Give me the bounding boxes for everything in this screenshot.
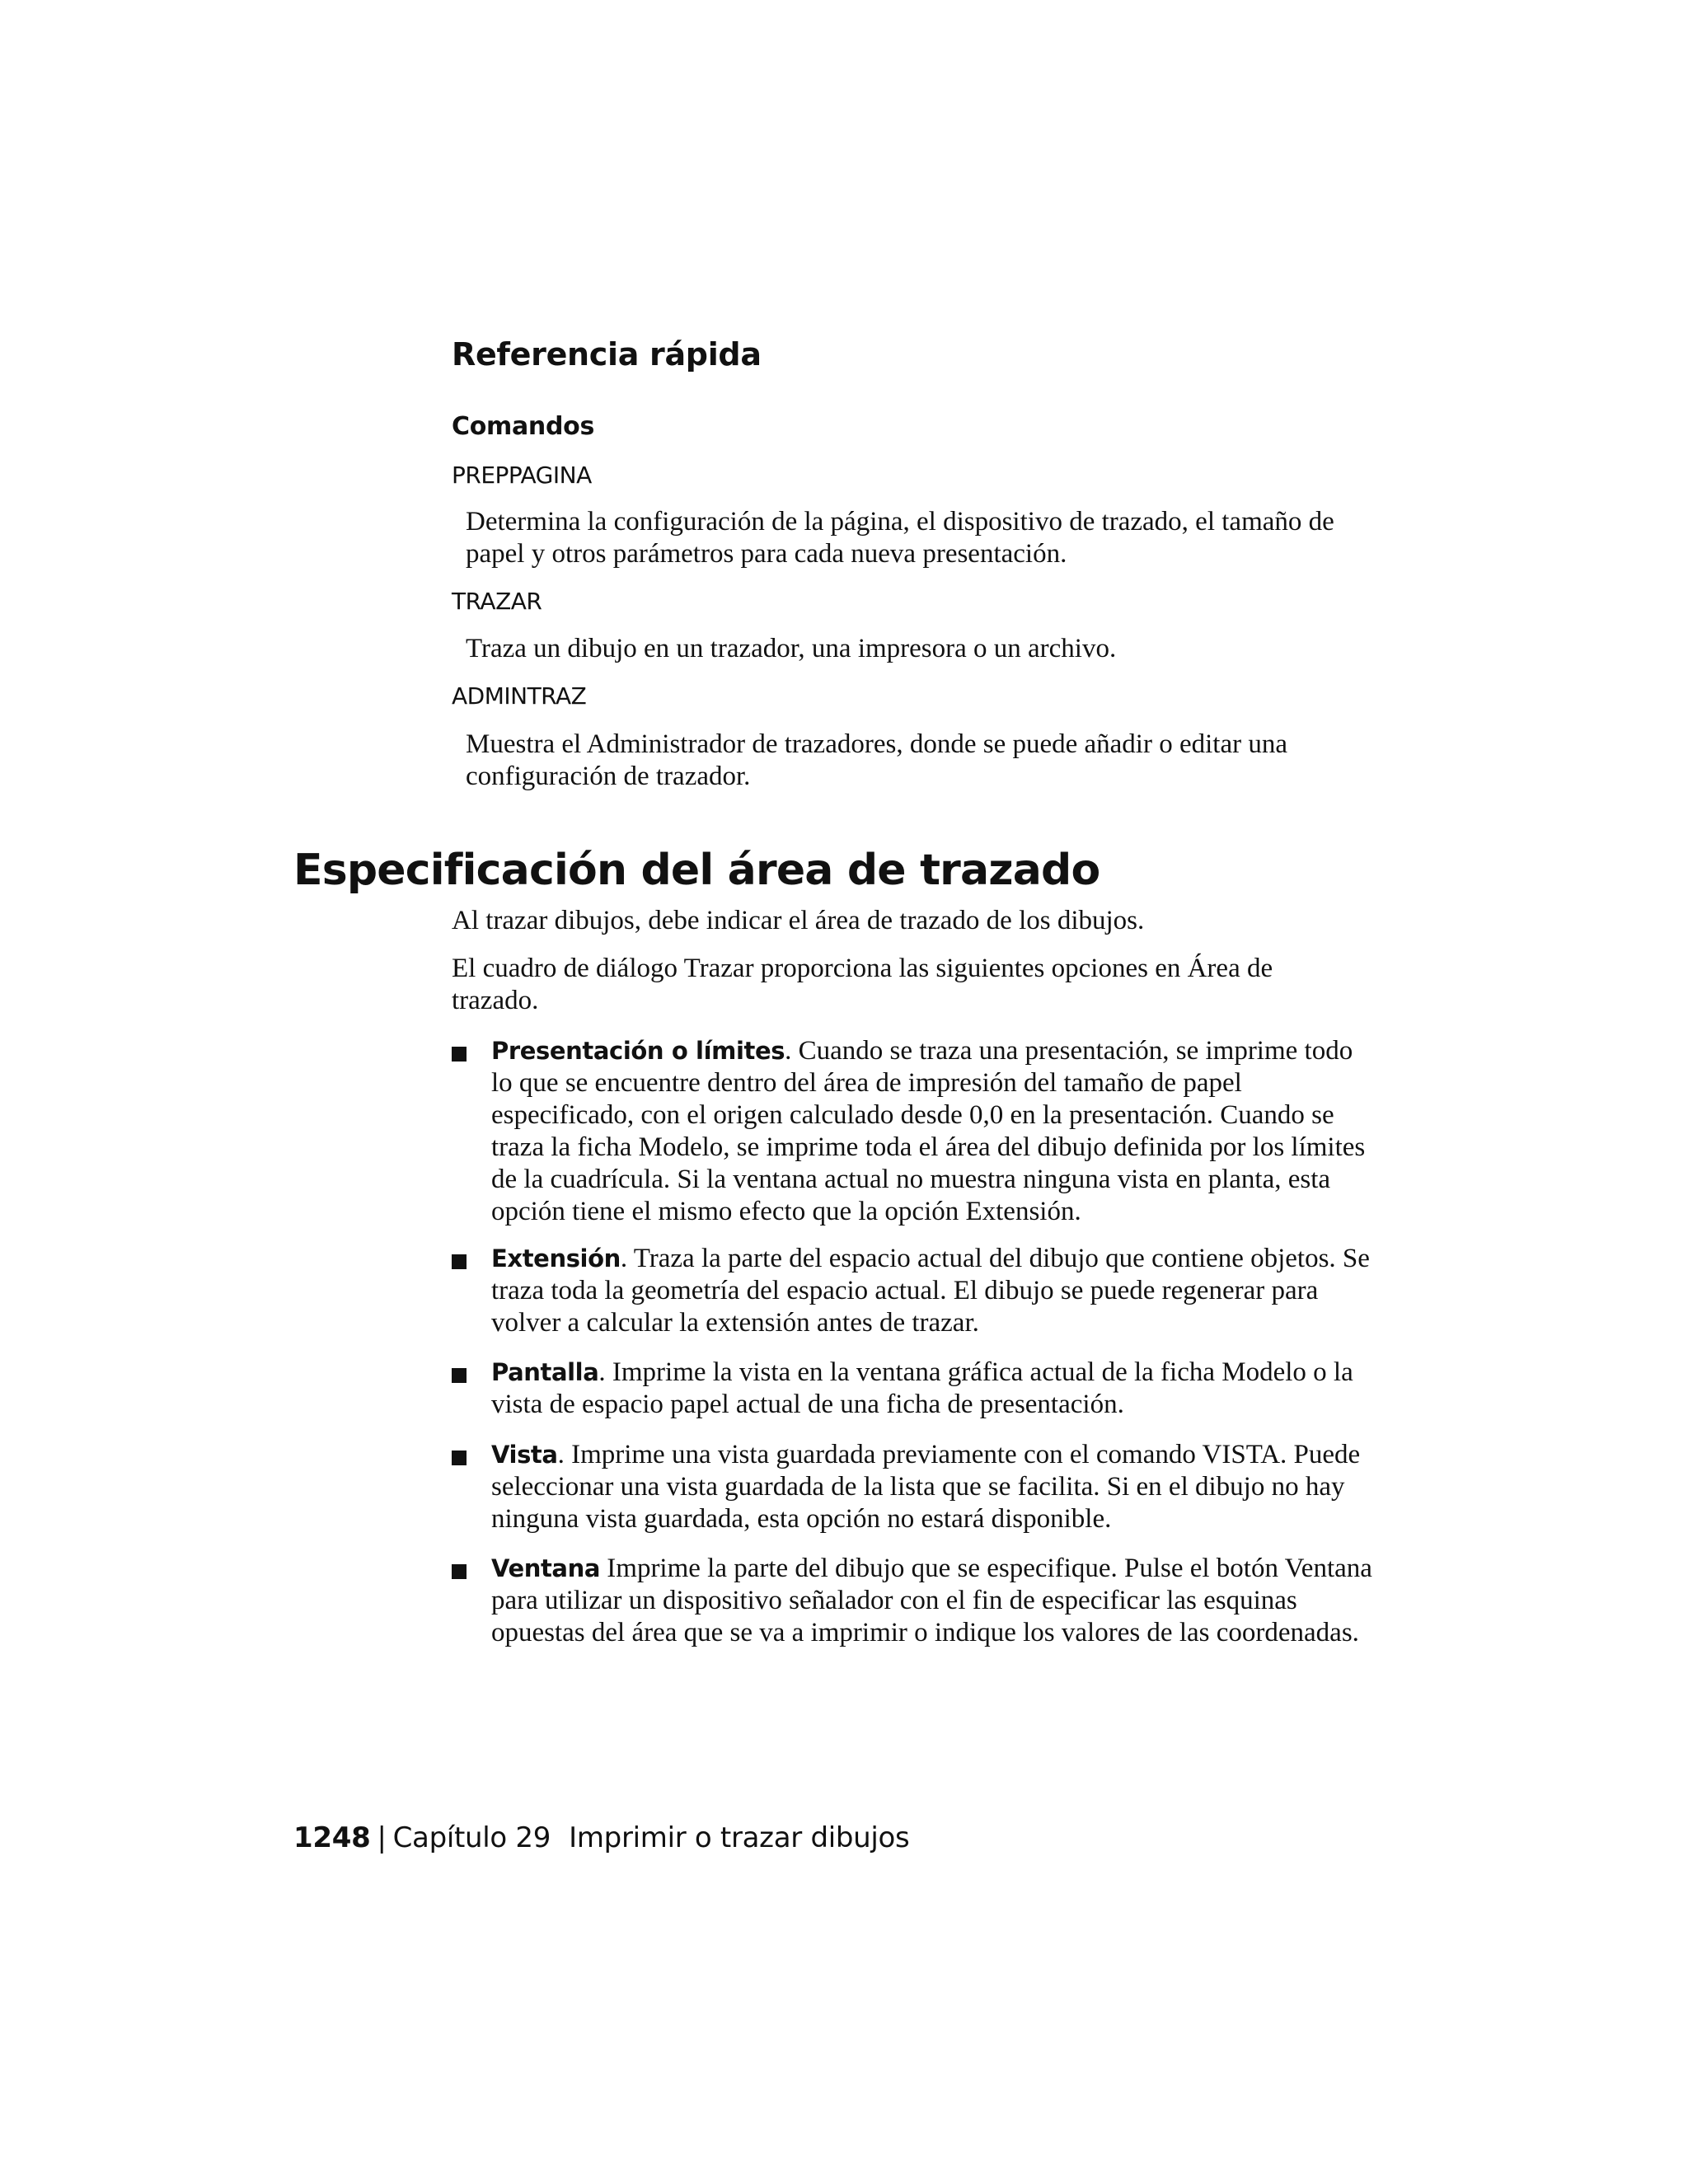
page-number: 1248	[293, 1821, 371, 1854]
commands-heading: Comandos	[452, 412, 595, 441]
list-item-text: Vista. Imprime una vista guardada previamente con el comando VISTA. Puede seleccionar una vista guardada de la lista que se facilita. Si en el dibujo no hay ninguna vista guardada, esta opción no estará disponible.	[491, 1440, 1361, 1534]
list-item	[452, 1439, 1361, 1535]
section-title: Especificación del área de trazado	[293, 846, 1100, 895]
list-item-text: Extensión. Traza la parte del espacio actual del dibujo que contiene objetos. Se traza toda la geometría del espacio actual. El dibujo se puede regenerar para volver a calcular la extensión antes de trazar.	[491, 1244, 1370, 1338]
bullet-square-icon	[452, 1254, 467, 1269]
options-paragraph: El cuadro de diálogo Trazar proporciona las siguientes opciones en Área de trazado.	[452, 954, 1273, 1015]
list-item-text: Ventana Imprime la parte del dibujo que se especifique. Pulse el botón Ventana para utilizar un dispositivo señalador con el fin de especificar las esquinas opuestas del área que se va a imprimir o indique los valores de las coordenadas.	[491, 1554, 1372, 1647]
bullet-square-icon	[452, 1368, 467, 1383]
list-item-term: Ventana	[491, 1554, 601, 1582]
list-item-term: Extensión	[491, 1244, 621, 1272]
command-description: Traza un dibujo en un trazador, una impresora o un archivo.	[466, 634, 1117, 663]
list-item	[452, 1035, 1366, 1228]
chapter-title: Imprimir o trazar dibujos	[569, 1821, 910, 1854]
command-description: Determina la configuración de la página, el dispositivo de trazado, el tamaño de papel y otros parámetros para cada nueva presentación.	[466, 507, 1334, 569]
list-item	[452, 1357, 1358, 1421]
bullet-square-icon	[452, 1047, 467, 1062]
command-name: TRAZAR	[452, 588, 542, 615]
footer-separator: |	[377, 1821, 387, 1854]
bullet-square-icon	[452, 1564, 467, 1579]
quick-reference-heading: Referencia rápida	[452, 336, 762, 373]
list-item	[452, 1243, 1370, 1339]
list-item-text: Presentación o límites. Cuando se traza una presentación, se imprime todo lo que se encuentre dentro del área de impresión del tamaño de papel especificado, con el origen calculado desde 0,0 en la presentación. Cuando se traza la ficha Modelo, se imprime toda el área del dibujo definida por los límites de la cuadrícula. Si la ventana actual no muestra ninguna vista en planta, esta opción tiene el mismo efecto que la opción Extensión.	[491, 1036, 1366, 1226]
list-item-term: Presentación o límites	[491, 1037, 785, 1065]
page-footer	[293, 1821, 909, 1854]
chapter-label: Capítulo 29	[392, 1821, 551, 1854]
command-name: PREPPAGINA	[452, 462, 592, 489]
bullet-square-icon	[452, 1451, 467, 1465]
command-name: ADMINTRAZ	[452, 682, 587, 710]
list-item-term: Pantalla	[491, 1358, 599, 1386]
command-description: Muestra el Administrador de trazadores, donde se puede añadir o editar una configuración de trazador.	[466, 729, 1287, 791]
intro-paragraph: Al trazar dibujos, debe indicar el área de trazado de los dibujos.	[452, 906, 1145, 935]
list-item	[452, 1553, 1372, 1649]
list-item-term: Vista	[491, 1441, 558, 1469]
list-item-text: Pantalla. Imprime la vista en la ventana gráfica actual de la ficha Modelo o la vista de espacio papel actual de una ficha de presentación.	[491, 1357, 1353, 1419]
